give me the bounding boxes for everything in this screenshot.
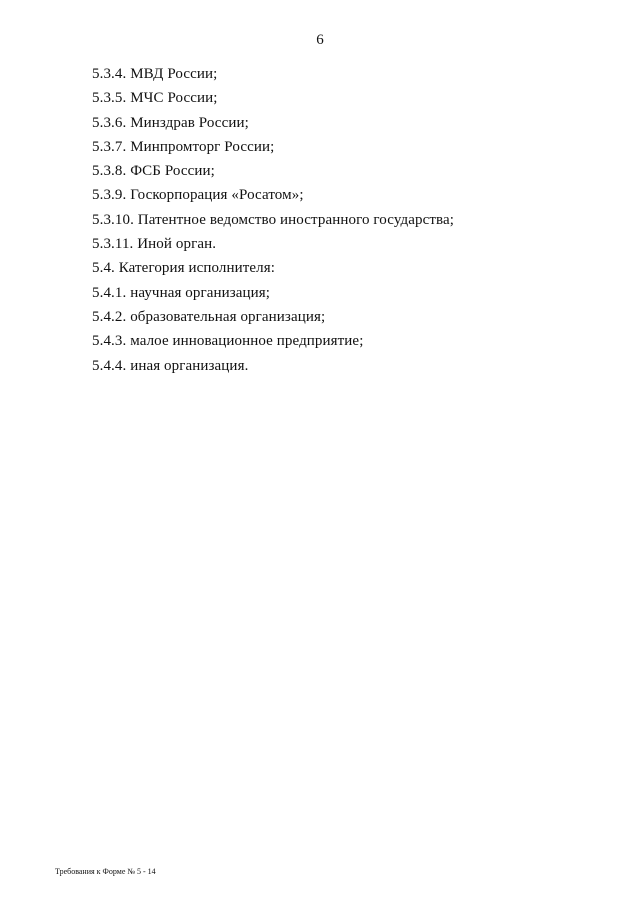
list-item-5-3-4: 5.3.4. МВД России; <box>92 66 218 82</box>
list-item-5-3-10: 5.3.10. Патентное ведомство иностранного государства; <box>92 211 454 228</box>
item-list <box>92 62 454 378</box>
list-item-5-4-1: 5.4.1. научная организация; <box>92 284 271 301</box>
footer-note: Требования к Форме № 5 - 14 <box>55 867 156 876</box>
list-item-5-3-11: 5.3.11. Иной орган. <box>92 236 217 253</box>
list-item-5-4-3: 5.4.3. малое инновационное предприятие; <box>92 333 364 350</box>
list-item-5-4-2: 5.4.2. образовательная организация; <box>92 308 326 325</box>
list-item-5-3-5: 5.3.5. МЧС России; <box>92 90 218 107</box>
page-number: 6 <box>316 32 324 48</box>
list-item-5-4: 5.4. Категория исполнителя: <box>92 260 276 277</box>
list-item-5-4-4: 5.4.4. иная организация. <box>92 357 249 374</box>
list-item-5-3-9: 5.3.9. Госкорпорация «Росатом»; <box>92 187 304 204</box>
list-item-5-3-6: 5.3.6. Минздрав России; <box>92 114 249 131</box>
list-item-5-3-7: 5.3.7. Минпромторг России; <box>92 138 275 155</box>
list-item-5-3-8: 5.3.8. ФСБ России; <box>92 163 215 180</box>
